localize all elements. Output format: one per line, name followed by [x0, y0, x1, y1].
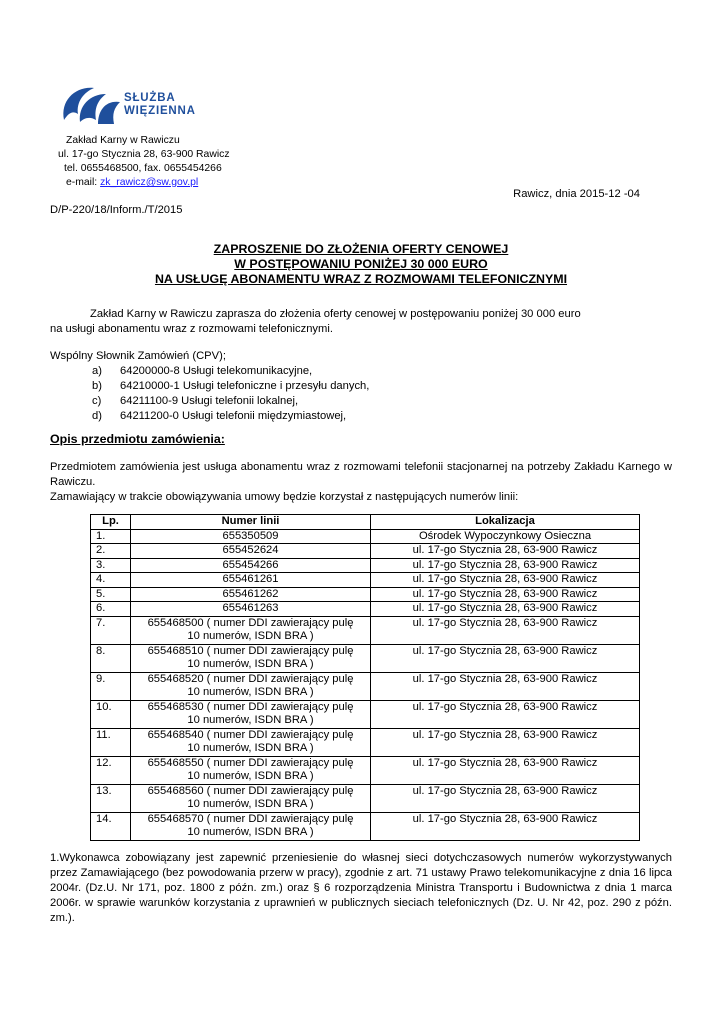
- line-number-text: 655468550 ( numer DDI zawierający pulę: [147, 756, 354, 769]
- cell-location: ul. 17-go Stycznia 28, 63-900 Rawicz: [371, 602, 640, 617]
- line-number-detail: 10 numerów, ISDN BRA ): [187, 742, 314, 754]
- line-number-text: 655468530 ( numer DDI zawierający pulę: [147, 700, 354, 713]
- cpv-list: [50, 364, 369, 424]
- cell-location: ul. 17-go Stycznia 28, 63-900 Rawicz: [371, 544, 640, 559]
- subject-paragraph-1: Przedmiotem zamówienia jest usługa abonamentu wraz z rozmowami telefonii stacjonarnej na potrzeby Zakładu Karnego w Rawiczu.: [50, 461, 672, 488]
- line-number-text: 655468520 ( numer DDI zawierający pulę: [147, 672, 354, 685]
- table-row: [91, 784, 640, 812]
- cell-line-number: [131, 573, 371, 588]
- cell-line-number: [131, 529, 371, 544]
- line-number-text: 655468510 ( numer DDI zawierający pulę: [147, 644, 354, 657]
- title-line-3: NA USŁUGĘ ABONAMENTU WRAZ Z ROZMOWAMI TELEFONICZNYMI: [154, 272, 568, 286]
- table-row: [91, 573, 640, 588]
- cell-location: ul. 17-go Stycznia 28, 63-900 Rawicz: [371, 812, 640, 840]
- cpv-item-label: b): [92, 380, 102, 392]
- table-header-row: [91, 515, 640, 530]
- line-number-text: 655468540 ( numer DDI zawierający pulę: [147, 728, 354, 741]
- subject-description: [50, 460, 672, 505]
- cell-location: ul. 17-go Stycznia 28, 63-900 Rawicz: [371, 587, 640, 602]
- cell-location: ul. 17-go Stycznia 28, 63-900 Rawicz: [371, 672, 640, 700]
- list-item: [50, 379, 369, 394]
- cell-location: ul. 17-go Stycznia 28, 63-900 Rawicz: [371, 756, 640, 784]
- table-row: [91, 672, 640, 700]
- title-line-2: W POSTĘPOWANIU PONIŻEJ 30 000 EURO: [234, 257, 488, 271]
- cell-line-number: [131, 544, 371, 559]
- cell-location: ul. 17-go Stycznia 28, 63-900 Rawicz: [371, 700, 640, 728]
- table-row: [91, 812, 640, 840]
- cell-line-number: [131, 616, 371, 644]
- line-number-detail: 10 numerów, ISDN BRA ): [187, 770, 314, 782]
- phone-lines-table: [90, 514, 640, 841]
- line-number-text: 655452624: [222, 544, 279, 556]
- cpv-item-label: a): [92, 365, 102, 377]
- list-item: [50, 394, 369, 409]
- line-number-text: 655350509: [222, 529, 279, 542]
- cell-lp: 7.: [91, 616, 131, 644]
- cell-location: ul. 17-go Stycznia 28, 63-900 Rawicz: [371, 616, 640, 644]
- cell-line-number: [131, 756, 371, 784]
- table-row: [91, 700, 640, 728]
- cell-line-number: [131, 784, 371, 812]
- line-number-detail: 10 numerów, ISDN BRA ): [187, 798, 314, 810]
- sluzba-wiezienna-logo: [58, 80, 198, 136]
- cell-line-number: [131, 812, 371, 840]
- cell-lp: 9.: [91, 672, 131, 700]
- line-number-text: 655461261: [222, 573, 279, 585]
- intro-line-2: na usługi abonamentu wraz z rozmowami telefonicznymi.: [50, 323, 333, 335]
- cell-lp: 12.: [91, 756, 131, 784]
- line-number-detail: 10 numerów, ISDN BRA ): [187, 714, 314, 726]
- logo-emblem-icon: [58, 80, 122, 136]
- table-row: [91, 529, 640, 544]
- phone-fax: tel. 0655468500, fax. 0655454266: [64, 163, 222, 174]
- cpv-heading: Wspólny Słownik Zamówień (CPV);: [50, 350, 226, 362]
- table-row: [91, 756, 640, 784]
- line-number-text: 655468500 ( numer DDI zawierający pulę: [147, 616, 354, 629]
- intro-line-1: Zakład Karny w Rawiczu zaprasza do złożenia oferty cenowej w postępowaniu poniżej 30 000 euro: [90, 308, 581, 320]
- line-number-detail: 10 numerów, ISDN BRA ): [187, 630, 314, 642]
- cell-line-number: [131, 587, 371, 602]
- institution-name: Zakład Karny w Rawiczu: [66, 135, 180, 146]
- section-heading: Opis przedmiotu zamówienia:: [50, 432, 225, 446]
- table-row: [91, 587, 640, 602]
- sender-address: [54, 134, 244, 190]
- reference-number: D/P-220/18/Inform./T/2015: [50, 204, 183, 216]
- logo-line-2: WIĘZIENNA: [124, 105, 196, 117]
- line-number-detail: 10 numerów, ISDN BRA ): [187, 658, 314, 670]
- cell-lp: 5.: [91, 587, 131, 602]
- cell-line-number: [131, 602, 371, 617]
- cell-lp: 10.: [91, 700, 131, 728]
- cell-lp: 6.: [91, 602, 131, 617]
- cpv-section: [50, 349, 369, 424]
- document-title: [50, 242, 672, 287]
- cell-lp: 3.: [91, 558, 131, 573]
- cell-location: Ośrodek Wypoczynkowy Osieczna: [371, 529, 640, 544]
- cell-location: ul. 17-go Stycznia 28, 63-900 Rawicz: [371, 644, 640, 672]
- cpv-item-text: 64211100-9 Usługi telefonii lokalnej,: [120, 395, 299, 407]
- cpv-item-label: d): [92, 410, 102, 422]
- table-row: [91, 644, 640, 672]
- column-header-location: Lokalizacja: [371, 515, 640, 530]
- line-number-text: 655461263: [222, 602, 279, 614]
- table-body: [91, 529, 640, 840]
- cell-location: ul. 17-go Stycznia 28, 63-900 Rawicz: [371, 728, 640, 756]
- cell-line-number: [131, 672, 371, 700]
- line-number-text: 655454266: [222, 558, 279, 571]
- column-header-number: Numer linii: [131, 515, 371, 530]
- subject-paragraph-2: Zamawiający w trakcie obowiązywania umowy będzie korzystał z następujących numerów linii:: [50, 491, 519, 503]
- email-label: e-mail:: [66, 177, 101, 188]
- cpv-item-label: c): [92, 395, 102, 407]
- logo-wordmark: [124, 92, 196, 118]
- logo-line-1: SŁUŻBA: [124, 92, 176, 104]
- cell-lp: 8.: [91, 644, 131, 672]
- column-header-lp: Lp.: [91, 515, 131, 530]
- cell-line-number: [131, 728, 371, 756]
- street-address: ul. 17-go Stycznia 28, 63-900 Rawicz: [58, 149, 230, 160]
- line-number-text: 655468560 ( numer DDI zawierający pulę: [147, 784, 354, 797]
- line-number-text: 655461262: [222, 587, 279, 600]
- paragraph-1: 1.Wykonawca zobowiązany jest zapewnić przeniesienie do własnej sieci dotychczasowych numerów wykorzystywanych przez Zamawiającego (bez powodowania przerw w pracy), zgodnie z art. 71 ustawy Prawo telekomunikacyjne z dnia 16 lipca 2004r. (Dz.U. Nr 171, poz. 1800 z późn. zm.) oraz § 6 rozporządzenia Ministra Transportu i Budownictwa z dnia 1 marca 2006r. w sprawie warunków korzystania z uprawnień w publicznych sieciach telefonicznych (Dz. U. Nr 42, poz. 290 z późn. zm.).: [50, 852, 672, 924]
- list-item: [50, 364, 369, 379]
- cell-line-number: [131, 558, 371, 573]
- cell-lp: 2.: [91, 544, 131, 559]
- table-row: [91, 544, 640, 559]
- line-number-detail: 10 numerów, ISDN BRA ): [187, 686, 314, 698]
- table-row: [91, 602, 640, 617]
- cell-line-number: [131, 644, 371, 672]
- intro-paragraph: [50, 307, 650, 337]
- cpv-item-text: 64200000-8 Usługi telekomunikacyjne,: [120, 365, 313, 377]
- cell-location: ul. 17-go Stycznia 28, 63-900 Rawicz: [371, 784, 640, 812]
- cell-location: ul. 17-go Stycznia 28, 63-900 Rawicz: [371, 558, 640, 573]
- list-item: [50, 409, 369, 424]
- cell-lp: 1.: [91, 529, 131, 544]
- cpv-item-text: 64210000-1 Usługi telefoniczne i przesyłu danych,: [120, 380, 370, 392]
- table-row: [91, 558, 640, 573]
- table-row: [91, 616, 640, 644]
- cell-lp: 13.: [91, 784, 131, 812]
- document-date: Rawicz, dnia 2015-12 -04: [513, 188, 640, 200]
- cell-location: ul. 17-go Stycznia 28, 63-900 Rawicz: [371, 573, 640, 588]
- table-row: [91, 728, 640, 756]
- cpv-item-text: 64211200-0 Usługi telefonii międzymiastowej,: [120, 410, 347, 422]
- cell-line-number: [131, 700, 371, 728]
- cell-lp: 4.: [91, 573, 131, 588]
- email-link[interactable]: zk_rawicz@sw.gov.pl: [100, 177, 199, 188]
- cell-lp: 11.: [91, 728, 131, 756]
- line-number-detail: 10 numerów, ISDN BRA ): [187, 826, 314, 838]
- line-number-text: 655468570 ( numer DDI zawierający pulę: [147, 812, 354, 825]
- email-line: [54, 176, 244, 190]
- title-line-1: ZAPROSZENIE DO ZŁOŻENIA OFERTY CENOWEJ: [213, 242, 509, 256]
- cell-lp: 14.: [91, 812, 131, 840]
